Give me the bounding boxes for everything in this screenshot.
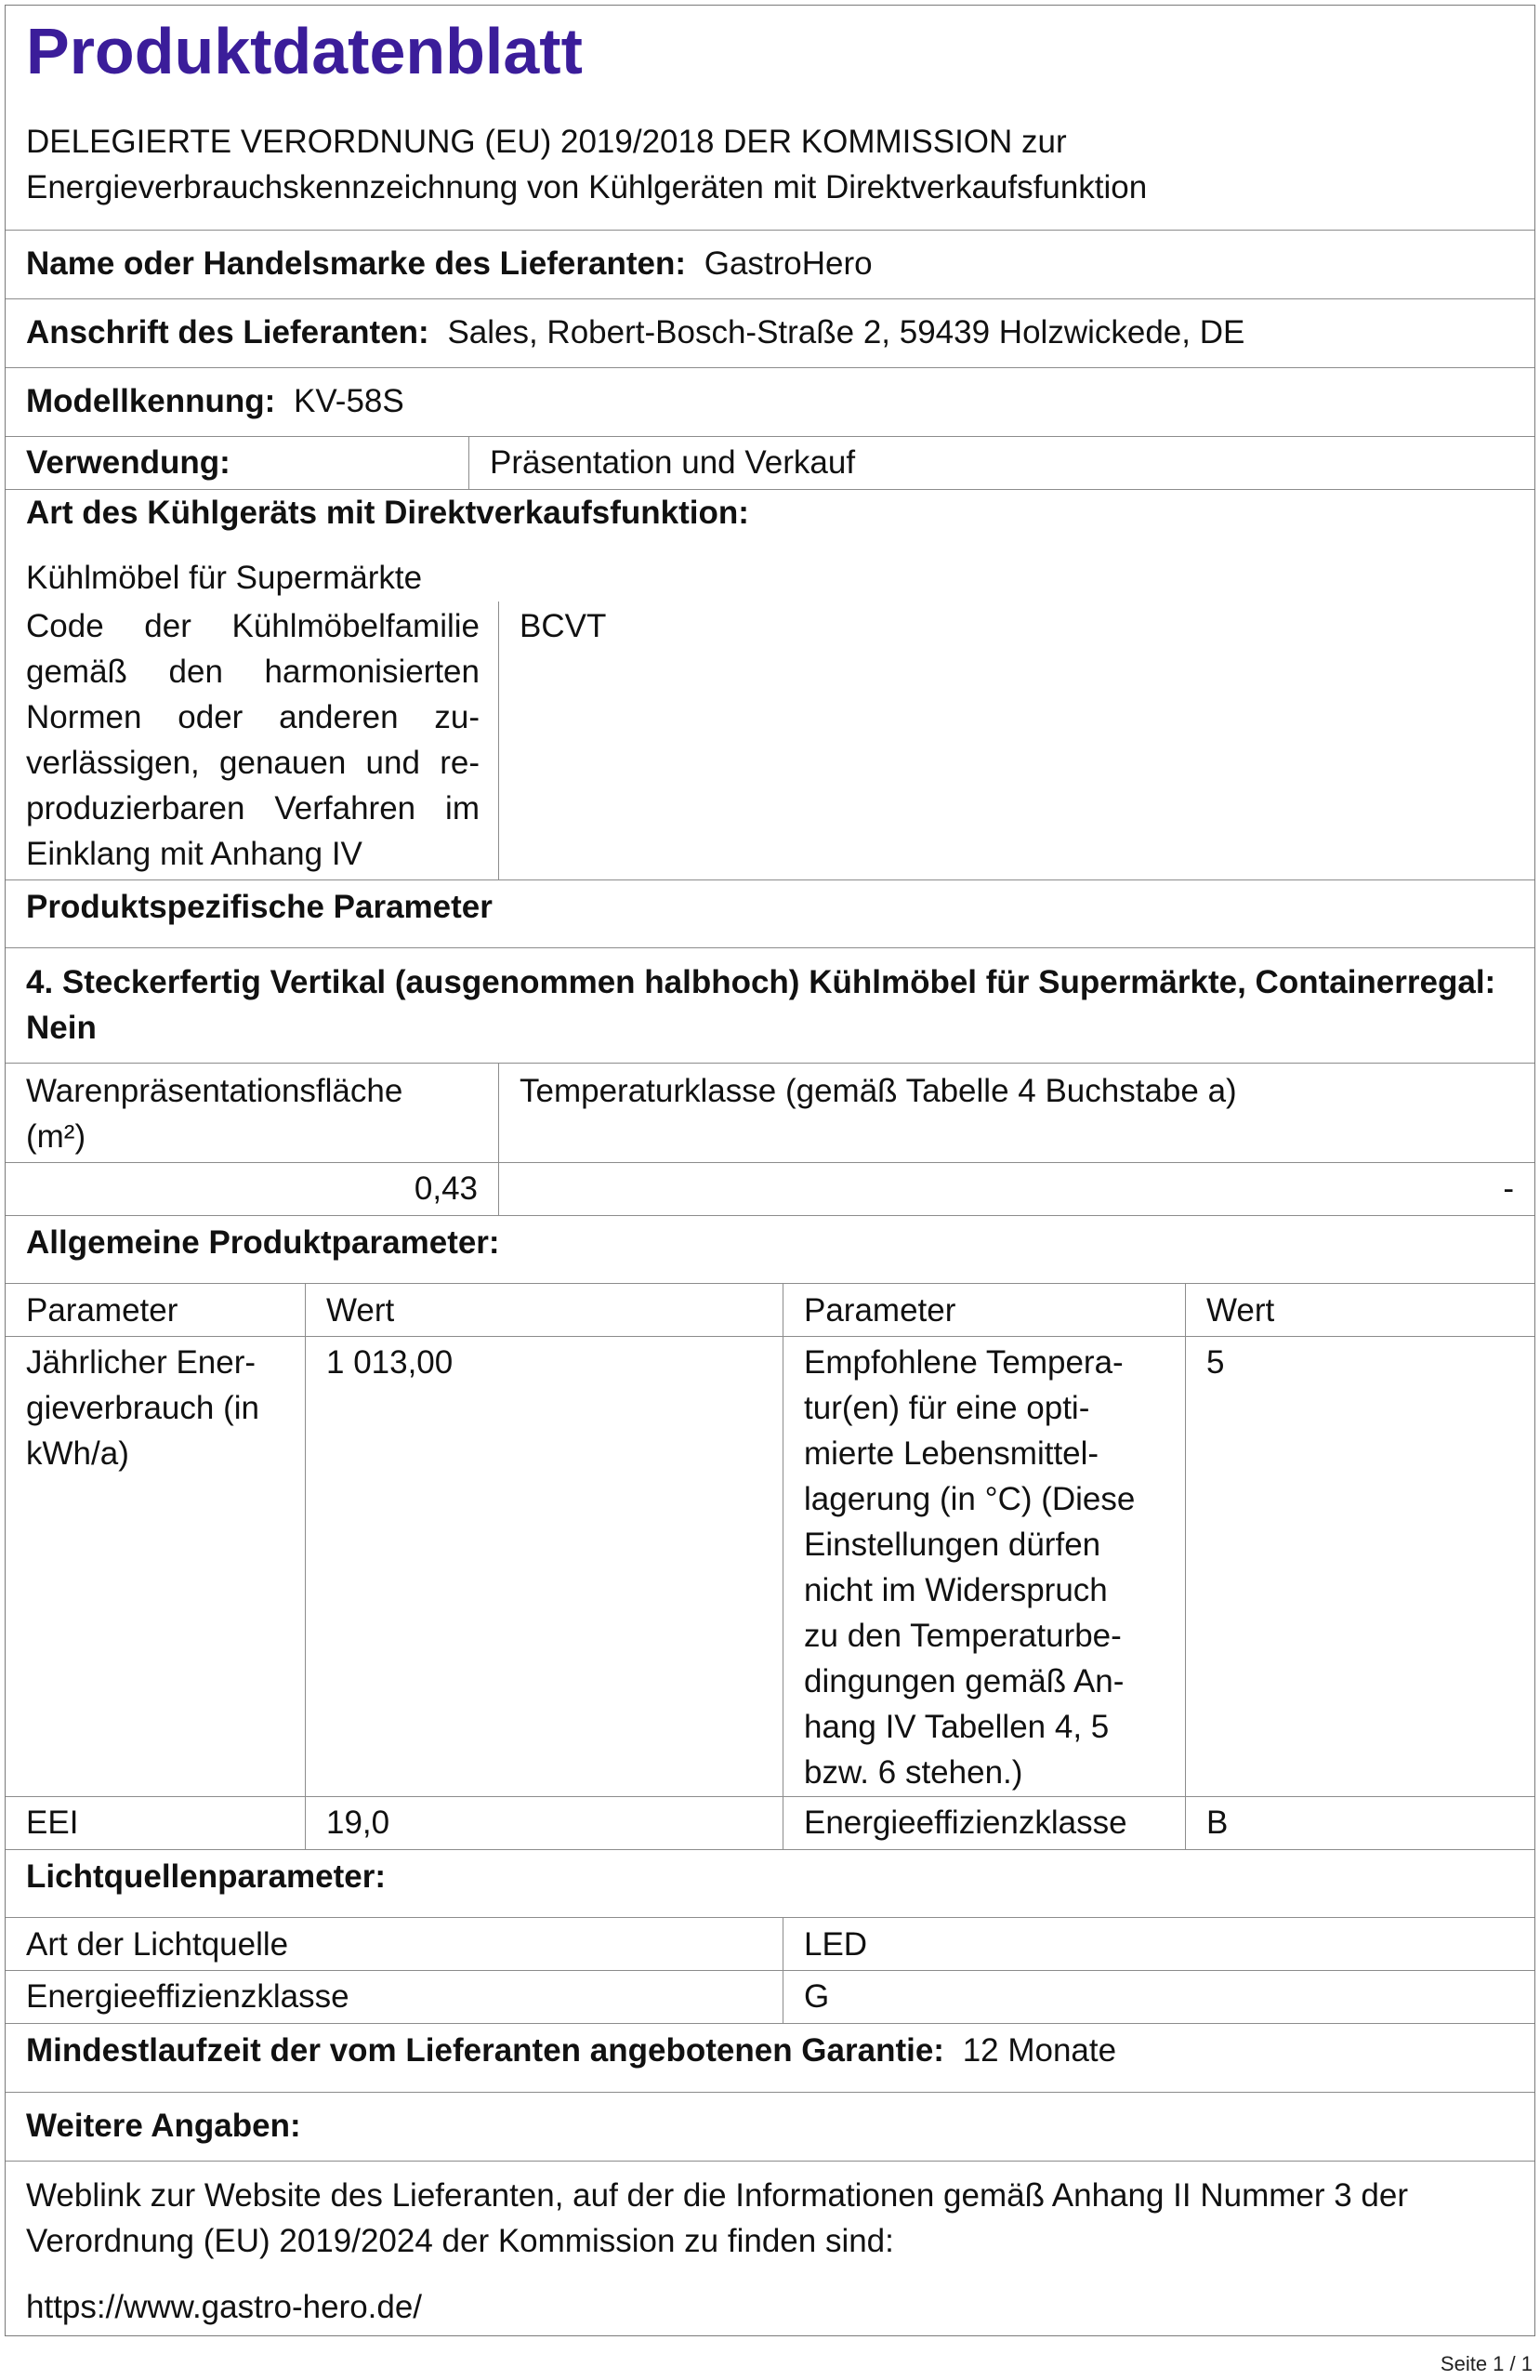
table-row xyxy=(6,1918,1534,1971)
light-class-value: G xyxy=(783,1971,1534,2023)
family-code-row xyxy=(6,602,1534,880)
energy-class-label: Energieeffizienzklasse xyxy=(783,1797,1185,1849)
table-row xyxy=(6,1337,1534,1797)
area-label-line: (m²) xyxy=(26,1118,86,1155)
recommended-temperature-label-line: zu den Temperaturbe- xyxy=(804,1618,1122,1654)
weblink-description-line: Weblink zur Website des Lieferanten, auf der die Informationen gemäß Anhang II Nummer 3 der xyxy=(26,2177,1409,2214)
usage-label: Verwendung: xyxy=(26,444,230,481)
recommended-temperature-label-line: Einstellungen dürfen xyxy=(804,1527,1101,1563)
usage-row xyxy=(6,437,1534,490)
recommended-temperature-label-line: nicht im Widerspruch xyxy=(804,1572,1108,1608)
specific-heading-row xyxy=(6,880,1534,948)
recommended-temperature-value: 5 xyxy=(1185,1337,1534,1796)
general-table-header xyxy=(6,1284,1534,1337)
energy-consumption-value: 1 013,00 xyxy=(305,1337,783,1796)
eei-value: 19,0 xyxy=(305,1797,783,1849)
supplier-name-label: Name oder Handelsmarke des Lieferanten: xyxy=(26,245,686,282)
page-number: Seite 1 / 1 xyxy=(1440,2352,1533,2375)
warranty-row xyxy=(6,2024,1534,2093)
category-row xyxy=(6,948,1534,1064)
family-code-label-line: gemäß den harmonisierten xyxy=(26,654,480,690)
energy-class-value: B xyxy=(1185,1797,1534,1849)
temp-class-value: - xyxy=(498,1163,1534,1215)
regulation-line: DELEGIERTE VERORDNUNG (EU) 2019/2018 DER KOMMISSION zur xyxy=(26,124,1067,160)
table-row xyxy=(6,1971,1534,2024)
regulation-row xyxy=(6,108,1534,231)
supplier-name-row xyxy=(6,231,1534,299)
supplier-address-value: Sales, Robert-Bosch-Straße 2, 59439 Holzwickede, DE xyxy=(447,314,1245,350)
recommended-temperature-label-line: hang IV Tabellen 4, 5 xyxy=(804,1709,1110,1745)
light-type-label: Art der Lichtquelle xyxy=(26,1926,289,1963)
temp-class-label: Temperaturklasse (gemäß Tabelle 4 Buchstabe a) xyxy=(498,1064,1534,1162)
energy-consumption-label-line: Jährlicher Ener- xyxy=(26,1344,257,1381)
title-row xyxy=(6,6,1534,108)
recommended-temperature-label-line: lagerung (in °C) (Diese xyxy=(804,1481,1136,1517)
usage-value: Präsentation und Verkauf xyxy=(468,437,1534,489)
light-heading: Lichtquellenparameter: xyxy=(26,1858,387,1895)
recommended-temperature-label-line: mierte Lebensmittel- xyxy=(804,1435,1099,1472)
family-code-value: BCVT xyxy=(498,602,1534,879)
model-label: Modellkennung: xyxy=(26,383,276,419)
family-code-label-line: Einklang mit Anhang IV xyxy=(26,836,362,872)
model-value: KV-58S xyxy=(294,383,404,419)
recommended-temperature-label-line: bzw. 6 stehen.) xyxy=(804,1754,1023,1791)
family-code-label-line: Code der Kühlmöbelfamilie xyxy=(26,608,480,644)
device-type-heading: Art des Kühlgeräts mit Direktverkaufsfunktion: xyxy=(26,495,749,531)
warranty-value: 12 Monate xyxy=(962,2032,1117,2069)
energy-consumption-label-line: kWh/a) xyxy=(26,1435,129,1472)
supplier-address-label: Anschrift des Lieferanten: xyxy=(26,314,429,350)
column-header-parameter: Parameter xyxy=(26,1292,178,1329)
area-label-line: Warenpräsentationsfläche xyxy=(26,1073,403,1109)
supplier-name-value: GastroHero xyxy=(704,245,873,282)
supplier-address-row xyxy=(6,299,1534,368)
family-code-label-line: produzierbaren Verfahren im xyxy=(26,790,480,826)
weblink-row xyxy=(6,2162,1534,2337)
further-heading-row xyxy=(6,2093,1534,2162)
regulation-line: Energieverbrauchskennzeichnung von Kühlgeräten mit Direktverkaufsfunktion xyxy=(26,169,1148,205)
light-class-label: Energieeffizienzklasse xyxy=(26,1978,349,2015)
model-row xyxy=(6,368,1534,437)
recommended-temperature-label-line: tur(en) für eine opti- xyxy=(804,1390,1090,1426)
energy-consumption-label-line: gieverbrauch (in xyxy=(26,1390,259,1426)
column-header-value: Wert xyxy=(305,1284,783,1336)
category-line: Nein xyxy=(26,1010,97,1046)
table-row xyxy=(6,1797,1534,1850)
device-type-value: Kühlmöbel für Supermärkte xyxy=(26,560,423,596)
general-heading-row xyxy=(6,1216,1534,1284)
warranty-label: Mindestlaufzeit der vom Lieferanten angebotenen Garantie: xyxy=(26,2032,944,2069)
area-label-row xyxy=(6,1064,1534,1163)
recommended-temperature-label-line: dingungen gemäß An- xyxy=(804,1663,1125,1699)
general-heading: Allgemeine Produktparameter: xyxy=(26,1224,500,1261)
family-code-label-line: Normen oder anderen zu- xyxy=(26,699,480,735)
light-heading-row xyxy=(6,1850,1534,1918)
category-line: 4. Steckerfertig Vertikal (ausgenommen halbhoch) Kühlmöbel für Supermärkte, Containerregal: xyxy=(26,964,1496,1000)
weblink-description-line: Verordnung (EU) 2019/2024 der Kommission zu finden sind: xyxy=(26,2223,894,2259)
area-value: 0,43 xyxy=(414,1170,478,1207)
column-header-value: Wert xyxy=(1185,1284,1534,1336)
column-header-parameter: Parameter xyxy=(783,1284,1185,1336)
supplier-website-link[interactable]: https://www.gastro-hero.de/ xyxy=(26,2289,423,2325)
eei-label: EEI xyxy=(26,1805,79,1841)
page-title: Produktdatenblatt xyxy=(26,15,583,87)
specific-heading: Produktspezifische Parameter xyxy=(26,889,493,925)
recommended-temperature-label-line: Empfohlene Tempera- xyxy=(804,1344,1124,1381)
family-code-label-line: verlässigen, genauen und re- xyxy=(26,745,480,781)
light-type-value: LED xyxy=(783,1918,1534,1970)
area-value-row xyxy=(6,1163,1534,1216)
device-type-row xyxy=(6,490,1534,602)
further-heading: Weitere Angaben: xyxy=(26,2108,301,2144)
product-data-sheet xyxy=(5,5,1535,2336)
